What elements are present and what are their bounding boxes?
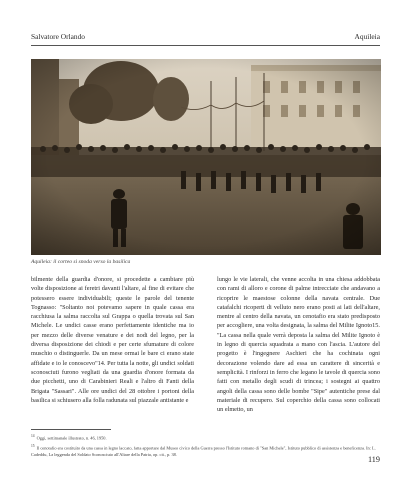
footnote-number: 15 — [31, 443, 35, 448]
footnote-rule — [31, 429, 111, 430]
footnote-number: 14 — [31, 434, 35, 438]
historical-photo — [31, 59, 381, 255]
running-head — [31, 29, 380, 41]
page-number: 119 — [368, 455, 380, 464]
body-paragraph-right: lungo le vie laterali, che venne accolta in una chiesa addobbata con rami di alloro e corone di palme intrecciate che andavano a ricoprire le maestose colonne della navata centrale. Due catafalchi ricoperti di velluto nero erano posti ai lati dell'altare, mentre al centro della navata, un cenotafio era stato predisposto per accogliere, una volta designata, la salma del Milite Ignoto15. "La cassa nella quale verrà deposta la salma del Milite Ignoto è in legno di quercia squadrata a mano con l'ascia. L'autore del progetto è l'ingegnere Aschieri che ha cochinata ogni decorazione volendo dare ad essa un carattere di sincerità e semplicità. I rinforzi in ferro che legano le tavole di quercia sono fatti con metallo degli scudi di trincea; i sostegni ai quattro angoli della cassa sono delle bombe "Sipe" autentiche prese dal materiale di recupero. Sul coperchio della cassa sono collocati un elmetto, un — [217, 276, 380, 414]
figure-caption: Aquileia: il corteo si snoda verso la basilica — [31, 259, 131, 265]
body-column-right — [217, 275, 380, 414]
header-author: Salvatore Orlando — [31, 32, 85, 41]
footnote-text: Oggi, settimanale illustrato, n. 46, 1950. — [36, 435, 107, 441]
body-paragraph-left: bilmente della guardia d'onore, si procedette a cambiare più volte disposizione ai feretri davanti l'altare, al fine di evitare che potessero essere individuabili; queste le parole del tenente Tognasso: "Soltanto noi potevamo sapere in quale cassa era racchiusa la salma raccolta sul Grappa o quella trovata sul San Michele. Le undici casse erano perfettamente identiche ma io per mezzo delle diverse venature e dei nodi del legno, per la diversa disposizione dei chiodi e per certe sfumature di colore muschio o distinguerle. Da un mese ormai le bare ci erano state affidate e io le conoscevo"14. Per tutta la notte, gli undici soldati sconosciuti furono vegliati da una guardia d'onore formata da due picchetti, uno di Carabinieri Reali e l'altro di Fanti della Brigata "Sassari". Alle ore undici del 28 ottobre i portoni della basilica si schiusero alla folla radunata sul piazzale antistante e — [31, 276, 194, 404]
footnotes — [31, 433, 381, 459]
body-column-left — [31, 275, 194, 405]
header-section: Aquileia — [354, 32, 380, 41]
header-rule — [31, 45, 380, 46]
footnote — [31, 433, 381, 442]
procession-photo-illustration — [31, 59, 381, 255]
footnote — [31, 443, 381, 458]
footnote-text: Il cenotafio era costituito da una cassa in legno laccato, fatta apportare dal Museo civico della Guerra presso l'Istituto romano di "San Michele", Istituto pubblico di assistenza e beneficenza. In: L. Cadeddu, La leggenda del Soldato Sconosciuto all'Altare della Patria, op. cit., p. 38. — [31, 445, 376, 457]
